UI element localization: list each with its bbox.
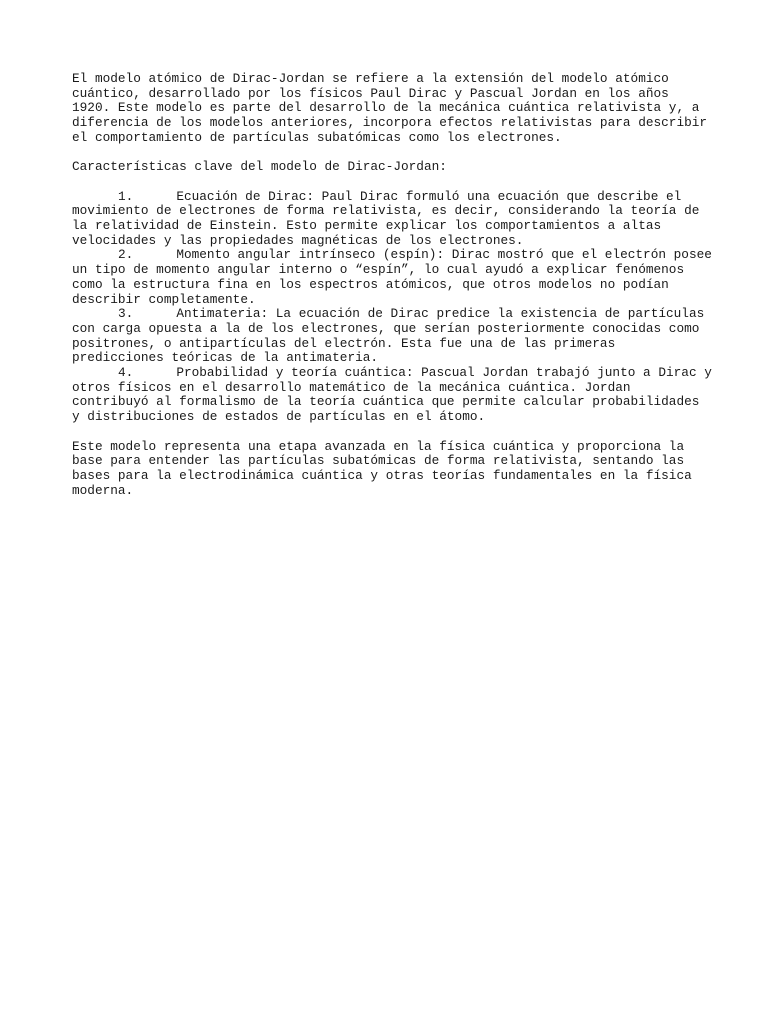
list-item-number: 3. [118,306,134,322]
conclusion-paragraph: Este modelo representa una etapa avanzada en la física cuántica y proporciona la base para entender las partículas subatómicas de forma relativista, sentando las bases para la electrodinámica cuántica y otras teorías fundamentales en la física moderna. [72,438,692,498]
document-page [72,72,712,498]
list-item-number: 2. [118,247,134,263]
list-item-number: 1. [118,188,134,204]
list-item [72,248,712,307]
list-item-text: Antimateria: La ecuación de Dirac predice la existencia de partículas con carga opuesta a la de los electrones, que serían posteriormente conocidas como positrones, o antipartículas del electrón. Esta fue una de las primeras predicciones teóricas de la antimateria. [72,306,705,366]
paragraph-gap [72,425,712,440]
list-item [72,190,712,249]
paragraph-gap [72,175,712,190]
section-heading: Características clave del modelo de Dirac-Jordan: [72,159,447,175]
list-item-number: 4. [118,365,134,381]
list-item-text: Probabilidad y teoría cuántica: Pascual Jordan trabajó junto a Dirac y otros físicos en el desarrollo matemático de la mecánica cuántica. Jordan contribuyó al formalismo de la teoría cuántica que permite calcular probabilidades y distribuciones de estados de partículas en el átomo. [72,365,712,425]
characteristics-list [72,190,712,425]
list-item-text: Ecuación de Dirac: Paul Dirac formuló una ecuación que describe el movimiento de electrones de forma relativista, es decir, considerando la teoría de la relatividad de Einstein. Esto permite explicar los comportamientos a altas velocidades y las propiedades magnéticas de los electrones. [72,188,700,248]
list-item [72,307,712,366]
list-item-text: Momento angular intrínseco (espín): Dirac mostró que el electrón posee un tipo de momento angular interno o “espín”, lo cual ayudó a explicar fenómenos como la estructura fina en los espectros atómicos, que otros modelos no podían describir completamente. [72,247,712,307]
paragraph-gap [72,146,712,161]
intro-paragraph: El modelo atómico de Dirac-Jordan se refiere a la extensión del modelo atómico cuántico, desarrollado por los físicos Paul Dirac y Pascual Jordan en los años 1920. Este modelo es parte del desarrollo de la mecánica cuántica relativista y, a diferencia de los modelos anteriores, incorpora efectos relativistas para describir el comportamiento de partículas subatómicas como los electrones. [72,71,708,145]
list-item [72,366,712,425]
